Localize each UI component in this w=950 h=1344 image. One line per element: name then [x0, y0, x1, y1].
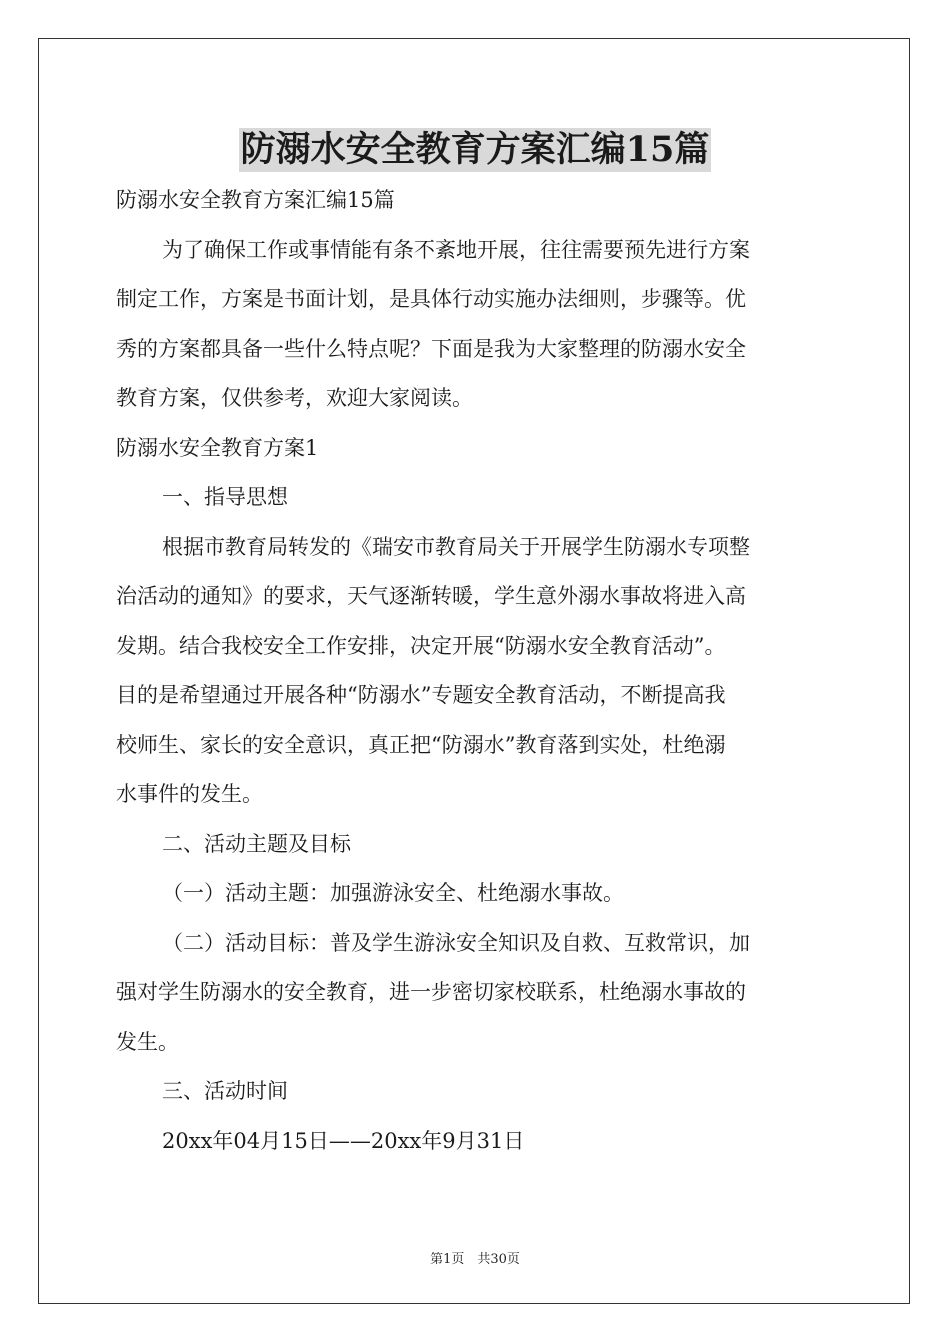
text-line: 制定工作，方案是书面计划，是具体行动实施办法细则，步骤等。优	[116, 287, 746, 311]
text-line: 二、活动主题及目标	[162, 831, 351, 856]
title-container	[0, 128, 950, 172]
text-line: 一、指导思想	[162, 485, 288, 509]
text-line: 20xx年04月15日——20xx年9月31日	[162, 1128, 525, 1153]
text-line: 防溺水安全教育方案1	[116, 435, 319, 460]
text-line: 发期。结合我校安全工作安排，决定开展“防溺水安全教育活动”。	[116, 633, 726, 658]
text-line: 防溺水安全教育方案汇编15篇	[116, 188, 395, 212]
text-line: （一）活动主题：加强游泳安全、杜绝溺水事故。	[162, 881, 624, 905]
text-line: 校师生、家长的安全意识，真正把“防溺水”教育落到实处，杜绝溺	[116, 732, 726, 757]
text-line: 根据市教育局转发的《瑞安市教育局关于开展学生防溺水专项整	[162, 534, 750, 559]
document-body	[116, 176, 832, 1166]
page-footer: 第1页 共30页	[430, 1252, 520, 1267]
text-line: 三、活动时间	[162, 1079, 288, 1103]
text-line: 目的是希望通过开展各种“防溺水”专题安全教育活动，不断提高我	[116, 683, 726, 707]
text-line: 教育方案，仅供参考，欢迎大家阅读。	[116, 386, 473, 410]
text-line: 水事件的发生。	[116, 782, 263, 806]
text-line: 为了确保工作或事情能有条不紊地开展，往往需要预先进行方案	[162, 237, 750, 262]
text-line: 治活动的通知》的要求，天气逐渐转暖，学生意外溺水事故将进入高	[116, 584, 746, 608]
document-title: 防溺水安全教育方案汇编15篇	[240, 129, 710, 170]
text-line: 秀的方案都具备一些什么特点呢？下面是我为大家整理的防溺水安全	[116, 336, 746, 361]
text-line: 强对学生防溺水的安全教育，进一步密切家校联系，杜绝溺水事故的	[116, 980, 746, 1004]
text-line: （二）活动目标：普及学生游泳安全知识及自救、互救常识，加	[162, 930, 750, 955]
text-line: 发生。	[116, 1029, 179, 1054]
